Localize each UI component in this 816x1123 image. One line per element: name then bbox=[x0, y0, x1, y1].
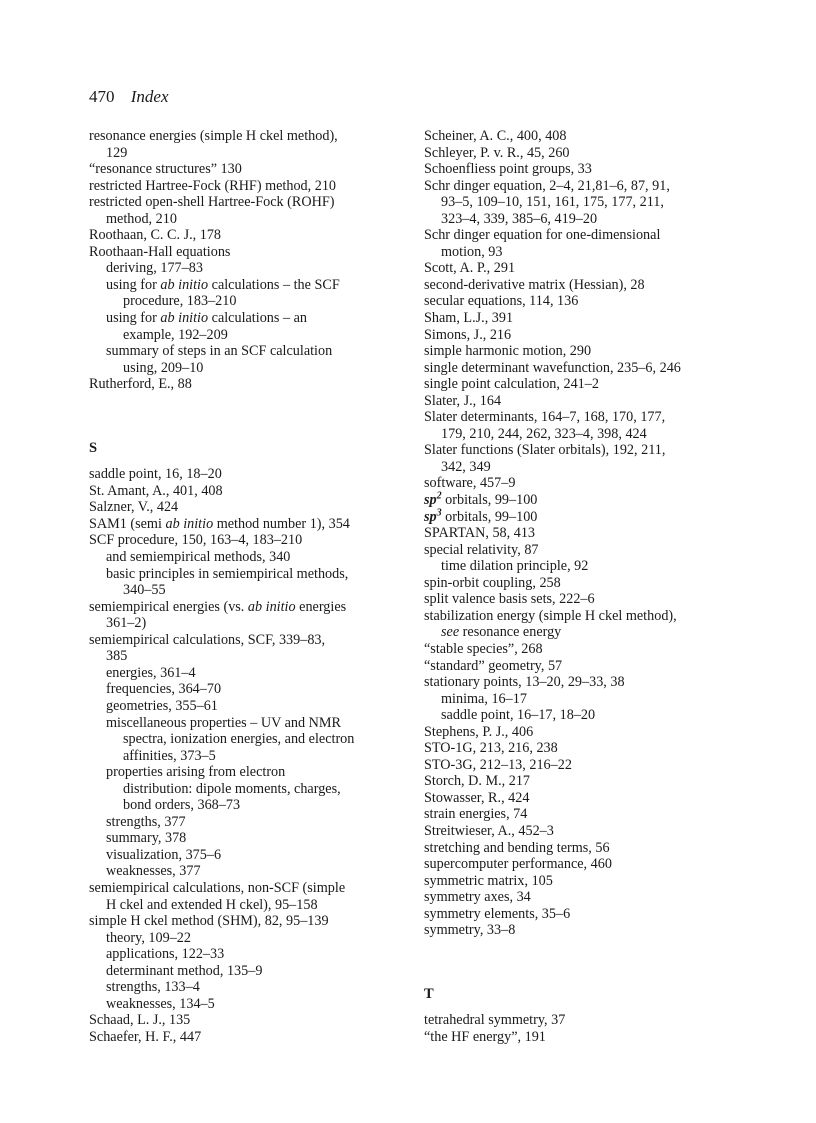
index-entry: strain energies, 74 bbox=[424, 806, 528, 823]
index-entry: visualization, 375–6 bbox=[106, 846, 222, 863]
index-entry: using, 209–10 bbox=[123, 359, 204, 376]
index-entry: time dilation principle, 92 bbox=[441, 558, 589, 575]
index-entry: semiempirical calculations, non-SCF (simple bbox=[89, 879, 346, 896]
index-entry: simple harmonic motion, 290 bbox=[424, 343, 592, 360]
index-entry: saddle point, 16, 18–20 bbox=[89, 466, 222, 483]
index-entry: spectra, ionization energies, and electron bbox=[123, 731, 355, 748]
index-entry: resonance energies (simple H ckel method), bbox=[89, 128, 338, 144]
index-entry: symmetry axes, 34 bbox=[424, 889, 531, 906]
index-entry: single point calculation, 241–2 bbox=[424, 376, 599, 393]
index-entry: Roothaan-Hall equations bbox=[89, 243, 231, 260]
index-entry: tetrahedral symmetry, 37 bbox=[424, 1012, 566, 1029]
index-entry: second-derivative matrix (Hessian), 28 bbox=[424, 276, 645, 293]
index-column-left bbox=[89, 128, 409, 1045]
index-entry: affinities, 373–5 bbox=[123, 747, 216, 764]
right-block-1 bbox=[424, 128, 754, 492]
index-entry: $sp^3$ orbitals, 99–100 bbox=[424, 506, 538, 525]
index-column-right bbox=[424, 128, 754, 1045]
index-entry: deriving, 177–83 bbox=[106, 260, 203, 277]
index-entry: Rutherford, E., 88 bbox=[89, 376, 192, 393]
index-entry: “the HF energy”, 191 bbox=[424, 1028, 546, 1045]
index-entry: summary, 378 bbox=[106, 830, 187, 847]
index-entry: stabilization energy (simple H ckel method), bbox=[424, 607, 677, 624]
index-entry: secular equations, 114, 136 bbox=[424, 293, 579, 310]
index-entry: 361–2) bbox=[106, 615, 147, 632]
index-entry: Streitwieser, A., 452–3 bbox=[424, 822, 554, 839]
index-entry: Schaad, L. J., 135 bbox=[89, 1012, 191, 1029]
index-entry: software, 457–9 bbox=[424, 475, 516, 492]
index-entry: Slater determinants, 164–7, 168, 170, 177, bbox=[424, 409, 666, 426]
index-entry: “standard” geometry, 57 bbox=[424, 657, 563, 674]
index-entry: procedure, 183–210 bbox=[123, 293, 237, 310]
index-entry: 342, 349 bbox=[441, 458, 491, 475]
index-entry: bond orders, 368–73 bbox=[123, 797, 241, 814]
index-entry: split valence basis sets, 222–6 bbox=[424, 591, 595, 608]
index-entry: Schr dinger equation for one-dimensional bbox=[424, 227, 661, 244]
left-block-4 bbox=[89, 532, 409, 598]
index-entry: 385 bbox=[106, 648, 128, 665]
index-entry: Salzner, V., 424 bbox=[89, 499, 179, 516]
index-entry: simple H ckel method (SHM), 82, 95–139 bbox=[89, 913, 329, 930]
index-entry: spin-orbit coupling, 258 bbox=[424, 574, 561, 591]
index-entry: restricted Hartree-Fock (RHF) method, 210 bbox=[89, 177, 337, 194]
index-entry: SAM1 (semi ab initio method number 1), 354 bbox=[89, 515, 350, 532]
index-entry: semiempirical energies (vs. ab initio energies bbox=[89, 598, 347, 615]
index-entry: SPARTAN, 58, 413 bbox=[424, 525, 536, 542]
index-entry: 93–5, 109–10, 151, 161, 175, 177, 211, bbox=[441, 194, 664, 211]
page-number: 470 bbox=[89, 87, 115, 106]
index-entry: example, 192–209 bbox=[123, 326, 228, 343]
index-entry: symmetry elements, 35–6 bbox=[424, 905, 571, 922]
index-entry: H ckel and extended H ckel), 95–158 bbox=[106, 896, 318, 913]
index-entry: single determinant wavefunction, 235–6, 246 bbox=[424, 359, 681, 376]
index-entry: determinant method, 135–9 bbox=[106, 962, 263, 979]
index-entry: saddle point, 16–17, 18–20 bbox=[441, 707, 596, 724]
index-entry: Sham, L.J., 391 bbox=[424, 310, 514, 327]
left-block-1 bbox=[89, 128, 409, 277]
index-entry: Stephens, P. J., 406 bbox=[424, 723, 534, 740]
left-block-5 bbox=[89, 632, 409, 1046]
index-entry: geometries, 355–61 bbox=[106, 697, 218, 714]
index-entry: Slater functions (Slater orbitals), 192, 211, bbox=[424, 442, 666, 459]
index-entry: method, 210 bbox=[106, 210, 177, 227]
index-entry: symmetry, 33–8 bbox=[424, 922, 516, 939]
index-entry: Roothaan, C. C. J., 178 bbox=[89, 227, 222, 244]
index-entry: 340–55 bbox=[123, 582, 166, 599]
index-entry: weaknesses, 134–5 bbox=[106, 995, 215, 1012]
index-entry: see resonance energy bbox=[441, 624, 562, 641]
index-entry: “resonance structures” 130 bbox=[89, 161, 242, 178]
index-entry: Slater, J., 164 bbox=[424, 392, 502, 409]
right-block-2 bbox=[424, 525, 754, 624]
right-block-4 bbox=[424, 1012, 754, 1045]
index-entry: $sp^2$ orbitals, 99–100 bbox=[424, 490, 538, 509]
index-entry: 129 bbox=[106, 144, 128, 161]
index-entry: 323–4, 339, 385–6, 419–20 bbox=[441, 210, 598, 227]
index-entry: properties arising from electron bbox=[106, 764, 286, 781]
index-entry: restricted open-shell Hartree-Fock (ROHF) bbox=[89, 194, 335, 211]
index-entry: theory, 109–22 bbox=[106, 929, 191, 946]
index-entry: Schoenfliess point groups, 33 bbox=[424, 161, 592, 178]
index-entry: distribution: dipole moments, charges, bbox=[123, 780, 341, 797]
index-entry: 179, 210, 244, 262, 323–4, 398, 424 bbox=[441, 425, 647, 442]
page-header bbox=[89, 87, 169, 107]
section-heading-t: T bbox=[424, 985, 434, 1002]
index-entry: STO-1G, 213, 216, 238 bbox=[424, 740, 558, 757]
index-entry: stationary points, 13–20, 29–33, 38 bbox=[424, 674, 625, 691]
index-entry: STO-3G, 212–13, 216–22 bbox=[424, 756, 572, 773]
index-entry: semiempirical calculations, SCF, 339–83, bbox=[89, 631, 326, 648]
section-heading-s: S bbox=[89, 439, 98, 456]
index-entry: symmetric matrix, 105 bbox=[424, 872, 553, 889]
index-entry: using for ab initio calculations – the SCF bbox=[106, 276, 340, 293]
index-entry: St. Amant, A., 401, 408 bbox=[89, 482, 223, 499]
index-entry: strengths, 133–4 bbox=[106, 979, 200, 996]
index-entry: weaknesses, 377 bbox=[106, 863, 201, 880]
index-entry: Schr dinger equation, 2–4, 21,81–6, 87, 91, bbox=[424, 177, 670, 194]
left-block-2 bbox=[89, 343, 409, 393]
index-entry: “stable species”, 268 bbox=[424, 640, 543, 657]
index-entry: special relativity, 87 bbox=[424, 541, 539, 558]
index-entry: and semiempirical methods, 340 bbox=[106, 549, 291, 566]
index-entry: energies, 361–4 bbox=[106, 664, 196, 681]
index-entry: strengths, 377 bbox=[106, 813, 186, 830]
index-entry: miscellaneous properties – UV and NMR bbox=[106, 714, 341, 731]
index-entry: using for ab initio calculations – an bbox=[106, 310, 307, 327]
index-entry: Scheiner, A. C., 400, 408 bbox=[424, 128, 567, 144]
index-entry: Scott, A. P., 291 bbox=[424, 260, 516, 277]
index-entry: Simons, J., 216 bbox=[424, 326, 512, 343]
index-entry: minima, 16–17 bbox=[441, 690, 527, 707]
index-entry: Stowasser, R., 424 bbox=[424, 789, 530, 806]
left-block-3 bbox=[89, 466, 409, 516]
index-entry: applications, 122–33 bbox=[106, 946, 225, 963]
index-entry: SCF procedure, 150, 163–4, 183–210 bbox=[89, 532, 303, 549]
index-entry: Schaefer, H. F., 447 bbox=[89, 1028, 202, 1045]
index-entry: summary of steps in an SCF calculation bbox=[106, 343, 333, 360]
index-entry: Storch, D. M., 217 bbox=[424, 773, 531, 790]
index-entry: motion, 93 bbox=[441, 243, 503, 260]
running-title: Index bbox=[130, 87, 169, 106]
index-entry: frequencies, 364–70 bbox=[106, 681, 222, 698]
index-entry: stretching and bending terms, 56 bbox=[424, 839, 610, 856]
index-entry: Schleyer, P. v. R., 45, 260 bbox=[424, 144, 570, 161]
index-entry: supercomputer performance, 460 bbox=[424, 856, 612, 873]
index-entry: basic principles in semiempirical methods, bbox=[106, 565, 349, 582]
right-block-3 bbox=[424, 641, 754, 939]
